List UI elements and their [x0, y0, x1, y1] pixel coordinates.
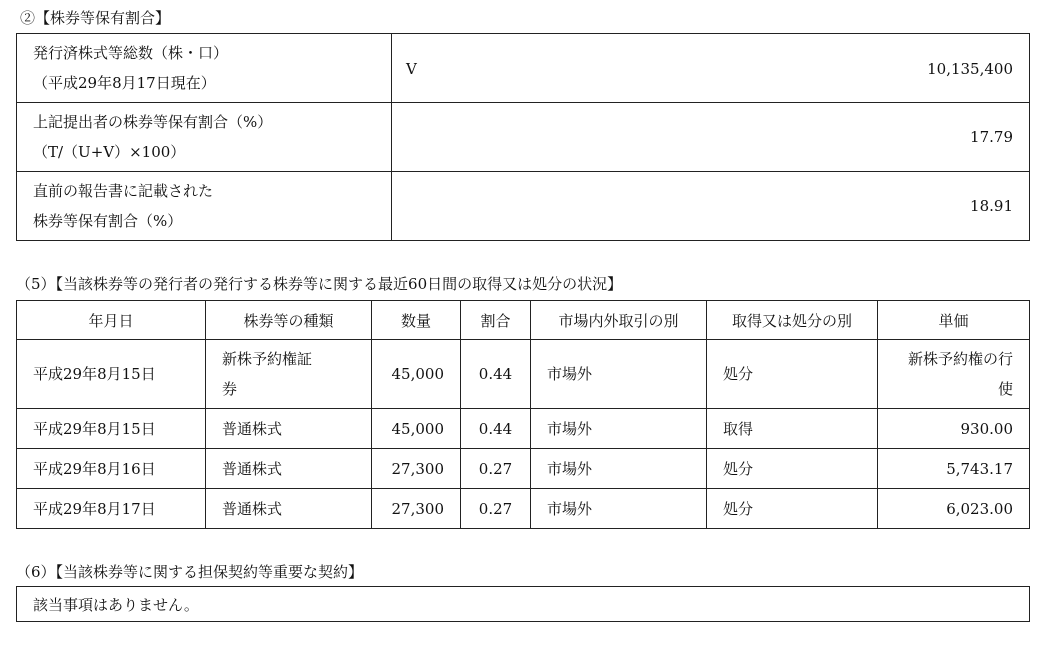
- column-header: 単価: [878, 301, 1030, 340]
- section6-heading: （6）【当該株券等に関する担保契約等重要な契約】: [16, 563, 364, 581]
- type-cell: 普通株式: [206, 489, 372, 529]
- type-cell: [206, 340, 372, 409]
- price-line: 新株予約権の行: [907, 350, 1013, 368]
- column-header: 割合: [461, 301, 531, 340]
- type-cell: 普通株式: [206, 449, 372, 489]
- label-line: （T/（U+V）×100）: [33, 143, 186, 161]
- price-line: 使: [997, 380, 1013, 398]
- table-row: [17, 587, 1030, 622]
- date-cell: 平成29年8月15日: [17, 409, 206, 449]
- quantity-cell: 27,300: [372, 449, 461, 489]
- price-cell: [878, 340, 1030, 409]
- quantity-cell: 45,000: [372, 340, 461, 409]
- column-header: 株券等の種類: [206, 301, 372, 340]
- quantity-cell: 27,300: [372, 489, 461, 529]
- quantity-cell: 45,000: [372, 409, 461, 449]
- date-cell: 平成29年8月16日: [17, 449, 206, 489]
- mark-label: V: [406, 60, 417, 78]
- column-header: 年月日: [17, 301, 206, 340]
- section2-heading: ②【株券等保有割合】: [20, 9, 171, 27]
- market-cell: 市場外: [531, 409, 707, 449]
- date-cell: 平成29年8月15日: [17, 340, 206, 409]
- label-line: 直前の報告書に記載された: [33, 182, 214, 200]
- type-line: 新株予約権証: [222, 350, 313, 368]
- price-cell: 5,743.17: [878, 449, 1030, 489]
- type-line: 券: [222, 380, 238, 398]
- previous-ratio-value: 18.91: [392, 172, 1030, 241]
- ratio-cell: 0.27: [461, 489, 531, 529]
- important-contracts-table: [16, 586, 1030, 622]
- label-cell: [17, 172, 392, 241]
- label-line: 上記提出者の株券等保有割合（%）: [33, 113, 273, 131]
- table-row: [17, 103, 1030, 172]
- table-row: [17, 340, 1030, 409]
- section5-heading: （5）【当該株券等の発行者の発行する株券等に関する最近60日間の取得又は処分の状況】: [16, 275, 623, 293]
- holding-ratio-value: 17.79: [392, 103, 1030, 172]
- shareholding-ratio-table: [16, 33, 1030, 241]
- market-cell: 市場外: [531, 340, 707, 409]
- market-cell: 市場外: [531, 489, 707, 529]
- column-header: 取得又は処分の別: [707, 301, 878, 340]
- column-header: 数量: [372, 301, 461, 340]
- ratio-cell: 0.44: [461, 409, 531, 449]
- price-cell: 930.00: [878, 409, 1030, 449]
- table-row: [17, 172, 1030, 241]
- value-cell: [392, 34, 1030, 103]
- label-line: （平成29年8月17日現在）: [33, 74, 216, 92]
- transactions-table: [16, 300, 1030, 529]
- label-line: 発行済株式等総数（株・口）: [33, 44, 229, 62]
- kind-cell: 処分: [707, 489, 878, 529]
- kind-cell: 取得: [707, 409, 878, 449]
- date-cell: 平成29年8月17日: [17, 489, 206, 529]
- label-line: 株券等保有割合（%）: [33, 212, 183, 230]
- total-shares-value: 10,135,400: [927, 60, 1013, 78]
- kind-cell: 処分: [707, 449, 878, 489]
- table-row: [17, 34, 1030, 103]
- table-row: [17, 409, 1030, 449]
- market-cell: 市場外: [531, 449, 707, 489]
- ratio-cell: 0.44: [461, 340, 531, 409]
- price-cell: 6,023.00: [878, 489, 1030, 529]
- table-row: [17, 489, 1030, 529]
- table-header-row: [17, 301, 1030, 340]
- label-cell: [17, 34, 392, 103]
- label-cell: [17, 103, 392, 172]
- type-cell: 普通株式: [206, 409, 372, 449]
- ratio-cell: 0.27: [461, 449, 531, 489]
- column-header: 市場内外取引の別: [531, 301, 707, 340]
- table-row: [17, 449, 1030, 489]
- contract-content: 該当事項はありません。: [17, 587, 1030, 622]
- kind-cell: 処分: [707, 340, 878, 409]
